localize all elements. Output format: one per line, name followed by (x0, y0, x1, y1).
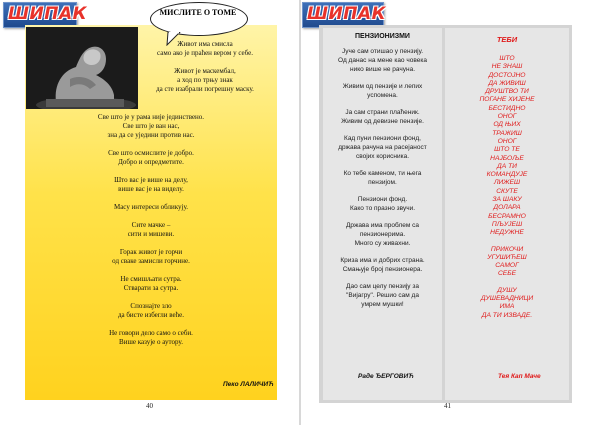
stanza (323, 221, 442, 248)
poem-line: Кад пуни пензиони фонд, (344, 135, 421, 142)
poem-line: Спознајте зло (130, 302, 172, 310)
stanza (323, 195, 442, 213)
stanza (323, 108, 442, 126)
stanza (25, 275, 277, 293)
poem-line: да бисте избегли веће. (117, 311, 185, 319)
poem-line: НЕДУЖНЕ (490, 229, 524, 237)
poem-line: ДА ТИ (497, 162, 517, 170)
poem-line: ТРАЖИШ (492, 129, 522, 137)
stanza (25, 149, 277, 167)
col2-author: Тея Кап Маче (498, 373, 541, 380)
stanza (445, 246, 569, 279)
poem-line: "Вијагру". Решио сам да (346, 292, 419, 299)
poem-line: Много су живахни. (354, 240, 411, 247)
poem-line: Не смишљати сутра. (120, 275, 182, 283)
poem-line: ДОСТОЈНО (488, 71, 526, 79)
poem-line: Све што је ван нас, (122, 122, 180, 130)
bubble-title: МИСЛИТЕ О ТОМЕ (159, 8, 237, 17)
poem-line: Масу интереси обликују. (113, 203, 189, 211)
poem-line: ДУШЕВАДНИЦИ (480, 295, 534, 303)
stanza (25, 176, 277, 194)
poem-line: ШТО (499, 55, 515, 62)
poem-line: само ако је праћен вером у себе. (157, 49, 253, 57)
poem-line: Како то празно звучи. (349, 205, 416, 212)
left-poem-top (130, 40, 280, 103)
poem-line: зна да се уједини против нас. (107, 131, 195, 139)
poem-line: НАЈБОЉЕ (490, 154, 524, 162)
left-poem-main (25, 113, 277, 356)
poem-line: ШТО ТЕ (494, 146, 520, 154)
poem-line: Криза има и добрих страна. (340, 257, 425, 264)
poem-line: ОНОГ (497, 137, 517, 145)
stanza (25, 302, 277, 320)
poem-line: ДУШУ (497, 286, 517, 294)
stanza (323, 82, 442, 100)
stanza (130, 67, 280, 94)
poem-line: Стварати за сутра. (123, 284, 179, 292)
stanza (130, 40, 280, 58)
poem-line: ДРУШТВО ТИ (485, 88, 529, 96)
poem-line: СКУТЕ (496, 187, 518, 195)
poem-line: умрем мушки! (361, 301, 404, 308)
poem-line: Дао сам целу пензију за (346, 283, 419, 290)
poem-line: ЛИЖЕШ (493, 179, 521, 187)
poem-line: својих корисника. (355, 153, 410, 160)
poem-line: СЕБЕ (497, 270, 517, 278)
stanza (323, 169, 442, 187)
poem-line: БЕСТИДНО (488, 104, 526, 112)
poem-line: Пензиони фонд. (357, 196, 408, 203)
thinker-statue-image (26, 27, 138, 109)
poem-line: Добро и опредметите. (118, 158, 184, 166)
poem-line: пензионерима. (359, 231, 406, 238)
poem-line: КОМАНДУЈЕ (486, 171, 528, 179)
stanza (25, 203, 277, 212)
logo-text-left: ШИПАК (8, 4, 88, 24)
left-author: Пеко ЛАЛИЧИЋ (223, 381, 274, 388)
poem-line: Јуче сам отишао у пензију. (341, 48, 424, 55)
stanza (323, 256, 442, 274)
poem-line: ДА ЖИВИШ (488, 79, 526, 87)
stanza (323, 282, 442, 309)
stanza (25, 248, 277, 266)
poem-line: ЗА ШАКУ (492, 196, 522, 204)
poem-line: Живим од пензије и лепих (342, 83, 423, 90)
poem-line: успомена. (367, 92, 398, 99)
poem-line: Што вас је више на делу, (114, 176, 188, 184)
poem-line: Ја сам страни плаћеник. (345, 109, 420, 116)
col1-title: ПЕНЗИОНИЗМИ (355, 33, 410, 40)
col2-stanzas (445, 55, 569, 328)
poem-line: ОНОГ (497, 113, 517, 121)
book-gutter (299, 0, 301, 425)
poem-line: Живот има смисла (177, 40, 233, 48)
poem-line: Од данас на мене као човека (338, 57, 427, 64)
poem-line: ПЉУЈЕШ (491, 220, 523, 228)
poem-line: а ход по трњу знак (177, 76, 233, 84)
poem-line: Живот је маскембал, (174, 67, 236, 75)
poem-line: Смањује број пензионера. (342, 266, 423, 273)
poem-line: пензијом. (368, 179, 397, 186)
page-number-right: 41 (444, 402, 451, 410)
poem-line: више вас је на виделу. (118, 185, 184, 193)
poem-line: ДОЛАРА (493, 204, 521, 212)
col1-stanzas (323, 47, 442, 317)
stanza (25, 113, 277, 140)
stanza (25, 329, 277, 347)
poem-line: Живим од девизне пензије. (341, 118, 424, 125)
page-number-left: 40 (146, 402, 153, 410)
poem-line: ПОГАНЕ ХИЈЕНЕ (479, 96, 535, 104)
col2-title: ТЕБИ (496, 35, 518, 44)
stanza (323, 47, 442, 74)
poem-line: Држава има проблем са (345, 222, 420, 229)
poem-line: нико више не рачуна. (349, 66, 416, 73)
poem-line: ОД ЊИХ (493, 121, 521, 129)
poem-line: да сте изабрали погрешну маску. (156, 85, 254, 93)
poem-line: Не говори дело само о себи. (109, 329, 193, 337)
poem-line: САМОГ (495, 262, 519, 270)
poem-line: ИМА (499, 303, 515, 311)
poem-line: Ко тебе каменом, ти њега (343, 170, 422, 177)
poem-line: од сваке замисли горчине. (112, 257, 190, 265)
poem-line: држава рачуна на расејаност (338, 144, 427, 151)
poem-line: ДА ТИ ИЗВАДЕ. (481, 311, 533, 319)
stanza (445, 55, 569, 238)
poem-line: ПРИКОЧИ (490, 245, 524, 253)
stanza (445, 287, 569, 320)
poem-line: Више казује о аутору. (119, 338, 183, 346)
poem-line: Све што је у рама није јединствено. (97, 113, 205, 121)
stanza (323, 134, 442, 161)
poem-line: Сите мачке – (131, 221, 171, 229)
col1-author: Раде ЂЕРГОВИЋ (358, 373, 414, 380)
poem-line: НЕ ЗНАШ (491, 63, 523, 71)
poem-line: БЕСРАМНО (488, 212, 526, 220)
poem-line: УГУШИЋЕШ (487, 253, 527, 261)
stanza (25, 221, 277, 239)
logo-text-right: ШИПАК (307, 4, 387, 24)
poem-line: Све што осмислите је добро. (108, 149, 194, 157)
poem-line: Горак живот је горчи (119, 248, 183, 256)
poem-line: сити и мишеви. (127, 230, 175, 238)
